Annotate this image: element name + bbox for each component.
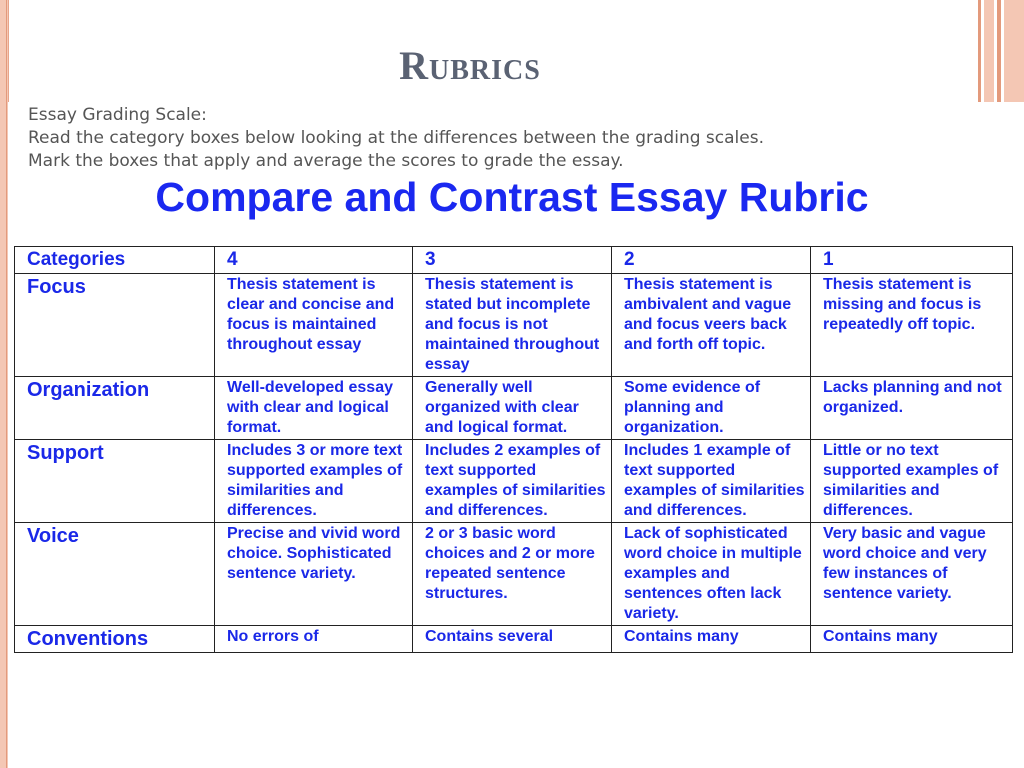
rubric-heading: Compare and Contrast Essay Rubric bbox=[155, 174, 869, 220]
rubric-row-voice bbox=[15, 523, 1013, 626]
category-cell: Organization bbox=[15, 377, 215, 440]
category-cell: Conventions bbox=[15, 626, 215, 653]
rubric-cell: Thesis statement is stated but incomplete and focus is not maintained throughout essay bbox=[413, 274, 612, 377]
category-cell: Focus bbox=[15, 274, 215, 377]
rubric-row-conventions bbox=[15, 626, 1013, 653]
rubric-cell: Includes 3 or more text supported examples of similarities and differences. bbox=[215, 440, 413, 523]
category-cell: Support bbox=[15, 440, 215, 523]
rubric-cell: Some evidence of planning and organization. bbox=[612, 377, 811, 440]
rubric-cell: Generally well organized with clear and logical format. bbox=[413, 377, 612, 440]
header-categories: Categories bbox=[15, 247, 215, 274]
rubric-cell: Includes 1 example of text supported examples of similarities and differences. bbox=[612, 440, 811, 523]
header-score-4: 4 bbox=[215, 247, 413, 274]
right-decorative-bars bbox=[976, 0, 1024, 102]
rubric-cell: Contains several bbox=[413, 626, 612, 653]
rubric-cell: Thesis statement is ambivalent and vague and focus veers back and forth off topic. bbox=[612, 274, 811, 377]
header-score-2: 2 bbox=[612, 247, 811, 274]
rubric-cell: Contains many bbox=[612, 626, 811, 653]
rubric-cell: Thesis statement is missing and focus is repeatedly off topic. bbox=[811, 274, 1013, 377]
rubric-cell: Lacks planning and not organized. bbox=[811, 377, 1013, 440]
rubric-cell: 2 or 3 basic word choices and 2 or more repeated sentence structures. bbox=[413, 523, 612, 626]
intro-line-3: Mark the boxes that apply and average the scores to grade the essay. bbox=[28, 151, 624, 171]
header-score-1: 1 bbox=[811, 247, 1013, 274]
intro-line-1: Essay Grading Scale: bbox=[28, 105, 207, 125]
intro-line-2: Read the category boxes below looking at the differences between the grading scales. bbox=[28, 128, 764, 148]
rubric-cell: Well-developed essay with clear and logical format. bbox=[215, 377, 413, 440]
rubric-row-organization bbox=[15, 377, 1013, 440]
rubric-row-focus bbox=[15, 274, 1013, 377]
rubric-cell: Very basic and vague word choice and very few instances of sentence variety. bbox=[811, 523, 1013, 626]
rubric-cell: Lack of sophisticated word choice in multiple examples and sentences often lack variety. bbox=[612, 523, 811, 626]
rubric-cell: Contains many bbox=[811, 626, 1013, 653]
rubric-cell: Thesis statement is clear and concise and focus is maintained throughout essay bbox=[215, 274, 413, 377]
rubric-cell: Includes 2 examples of text supported examples of similarities and differences. bbox=[413, 440, 612, 523]
rubric-cell: No errors of bbox=[215, 626, 413, 653]
category-cell: Voice bbox=[15, 523, 215, 626]
rubric-cell: Little or no text supported examples of similarities and differences. bbox=[811, 440, 1013, 523]
header-score-3: 3 bbox=[413, 247, 612, 274]
intro-text bbox=[28, 104, 764, 173]
rubric-cell: Precise and vivid word choice. Sophisticated sentence variety. bbox=[215, 523, 413, 626]
rubric-row-support bbox=[15, 440, 1013, 523]
rubric-table bbox=[14, 246, 1013, 653]
rubric-header-row bbox=[15, 247, 1013, 274]
slide-title: Rubrics bbox=[399, 43, 541, 88]
